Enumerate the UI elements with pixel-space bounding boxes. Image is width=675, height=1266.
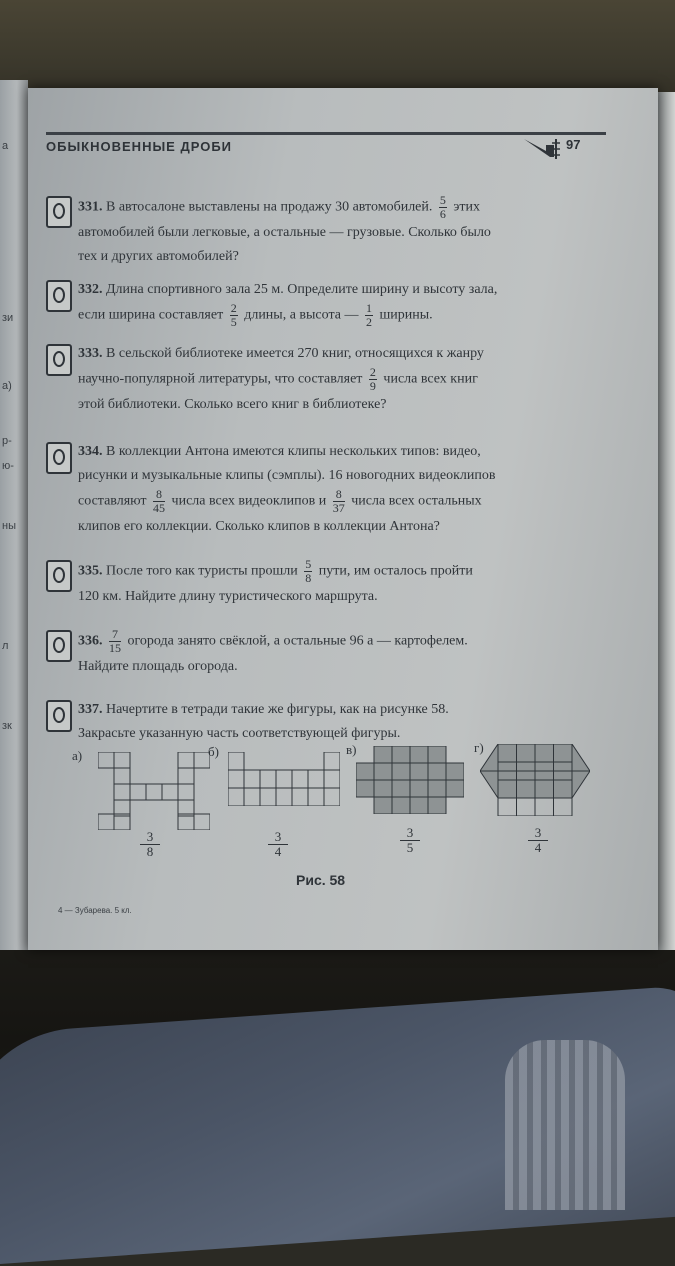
left-snippet: р- bbox=[2, 435, 12, 447]
problem-text: огорода занято свёклой, а остальные 96 а — картофелем. bbox=[127, 633, 468, 649]
left-page-edge bbox=[0, 80, 28, 950]
problem-text: этой библиотеки. Сколько всего книг в библиотеке? bbox=[78, 397, 387, 412]
problem-text: ширины. bbox=[379, 307, 433, 323]
problem-text: После того как туристы прошли bbox=[106, 563, 298, 579]
problem-text: этих bbox=[453, 199, 481, 215]
problem-text: составляют bbox=[78, 493, 147, 509]
problem-text: числа всех видеоклипов и bbox=[171, 493, 327, 509]
problem-number: 331. bbox=[78, 199, 103, 215]
fraction: $\frac{7}{15}$ bbox=[109, 627, 121, 655]
left-snippet: а bbox=[2, 140, 9, 152]
left-snippet: зк bbox=[2, 720, 12, 732]
fraction: $\frac{8}{45}$ bbox=[153, 487, 166, 515]
problem-text: В коллекции Антона имеются клипы нескольких типов: видео, bbox=[106, 444, 481, 459]
problem-number: 336. bbox=[78, 633, 103, 649]
problem-334 bbox=[78, 440, 598, 539]
figure-label: г) bbox=[474, 740, 484, 755]
problem-text: Длина спортивного зала 25 м. Определите ширину и высоту зала, bbox=[106, 282, 498, 297]
problem-336 bbox=[78, 628, 598, 679]
problem-text: числа всех остальных bbox=[351, 493, 482, 509]
figure-fraction: $\frac{3}{4}$ bbox=[528, 826, 548, 855]
problem-text: 120 км. Найдите длину туристического маршрута. bbox=[78, 589, 378, 604]
fraction: $\frac{2}{5}$ bbox=[230, 301, 237, 329]
problem-text: клипов его коллекции. Сколько клипов в коллекции Антона? bbox=[78, 519, 440, 534]
page-footer: 4 — Зубарева. 5 кл. bbox=[58, 906, 132, 915]
figure-label: а) bbox=[72, 748, 83, 763]
left-snippet: ю- bbox=[2, 460, 14, 472]
bookmark-arrow-icon bbox=[524, 137, 564, 159]
notebook-icon bbox=[46, 196, 72, 228]
left-snippet: а) bbox=[2, 380, 12, 392]
page-stack-edge bbox=[655, 92, 675, 950]
problem-number: 337. bbox=[78, 702, 103, 717]
chapter-title: ОБЫКНОВЕННЫЕ ДРОБИ bbox=[46, 139, 233, 154]
fraction: $\frac{5}{6}$ bbox=[439, 193, 446, 221]
fraction: $\frac{2}{9}$ bbox=[369, 365, 376, 393]
problem-number: 334. bbox=[78, 444, 103, 459]
left-snippet: ны bbox=[2, 520, 16, 532]
problem-text: длины, а высота — bbox=[244, 307, 359, 323]
figure-b-grid bbox=[228, 752, 340, 806]
figure-c-grid bbox=[356, 746, 464, 814]
notebook-icon bbox=[46, 280, 72, 312]
notebook-icon bbox=[46, 560, 72, 592]
page-number: 97 bbox=[566, 137, 581, 152]
problem-text: Найдите площадь огорода. bbox=[78, 659, 238, 674]
page-header bbox=[46, 132, 606, 163]
figure-d-grid bbox=[480, 744, 590, 816]
problem-331 bbox=[78, 194, 598, 269]
problem-332 bbox=[78, 278, 598, 329]
figure-label: в) bbox=[346, 742, 357, 757]
problem-text: рисунки и музыкальные клипы (сэмплы). 16 новогодних видеоклипов bbox=[78, 468, 496, 483]
figure-a-grid bbox=[98, 752, 210, 830]
problem-number: 332. bbox=[78, 282, 103, 297]
left-snippet: зи bbox=[2, 312, 14, 324]
problem-text: автомобилей были легковые, а остальные — грузовые. Сколько было bbox=[78, 225, 491, 240]
problem-text: пути, им осталось пройти bbox=[318, 563, 473, 579]
problem-text: В автосалоне выставлены на продажу 30 автомобилей. bbox=[106, 199, 433, 215]
notebook-icon bbox=[46, 442, 72, 474]
problem-337 bbox=[78, 698, 598, 746]
fraction: $\frac{8}{37}$ bbox=[332, 487, 345, 515]
problem-text: если ширина составляет bbox=[78, 307, 224, 323]
problem-text: Закрасьте указанную часть соответствующей фигуры. bbox=[78, 726, 401, 741]
problem-text: тех и других автомобилей? bbox=[78, 249, 239, 264]
problem-333 bbox=[78, 342, 598, 417]
figure-fraction: $\frac{3}{4}$ bbox=[268, 830, 288, 859]
problem-text: научно-популярной литературы, что составляет bbox=[78, 371, 363, 387]
figure-label: б) bbox=[208, 744, 219, 759]
notebook-icon bbox=[46, 344, 72, 376]
textbook-page bbox=[28, 88, 658, 950]
figure-fraction: $\frac{3}{5}$ bbox=[400, 826, 420, 855]
problem-text: В сельской библиотеке имеется 270 книг, относящихся к жанру bbox=[106, 346, 484, 361]
problem-number: 333. bbox=[78, 346, 103, 361]
notebook-icon bbox=[46, 630, 72, 662]
problem-number: 335. bbox=[78, 563, 103, 579]
zipper bbox=[505, 1040, 625, 1210]
problem-text: числа всех книг bbox=[383, 371, 478, 387]
fraction: $\frac{1}{2}$ bbox=[365, 301, 372, 329]
problem-text: Начертите в тетради такие же фигуры, как на рисунке 58. bbox=[106, 702, 449, 717]
figure-caption: Рис. 58 bbox=[296, 872, 346, 888]
fraction: $\frac{5}{8}$ bbox=[305, 557, 312, 585]
notebook-icon bbox=[46, 700, 72, 732]
problem-335 bbox=[78, 558, 598, 609]
figure-fraction: $\frac{3}{8}$ bbox=[140, 830, 160, 859]
left-snippet: л bbox=[2, 640, 9, 652]
